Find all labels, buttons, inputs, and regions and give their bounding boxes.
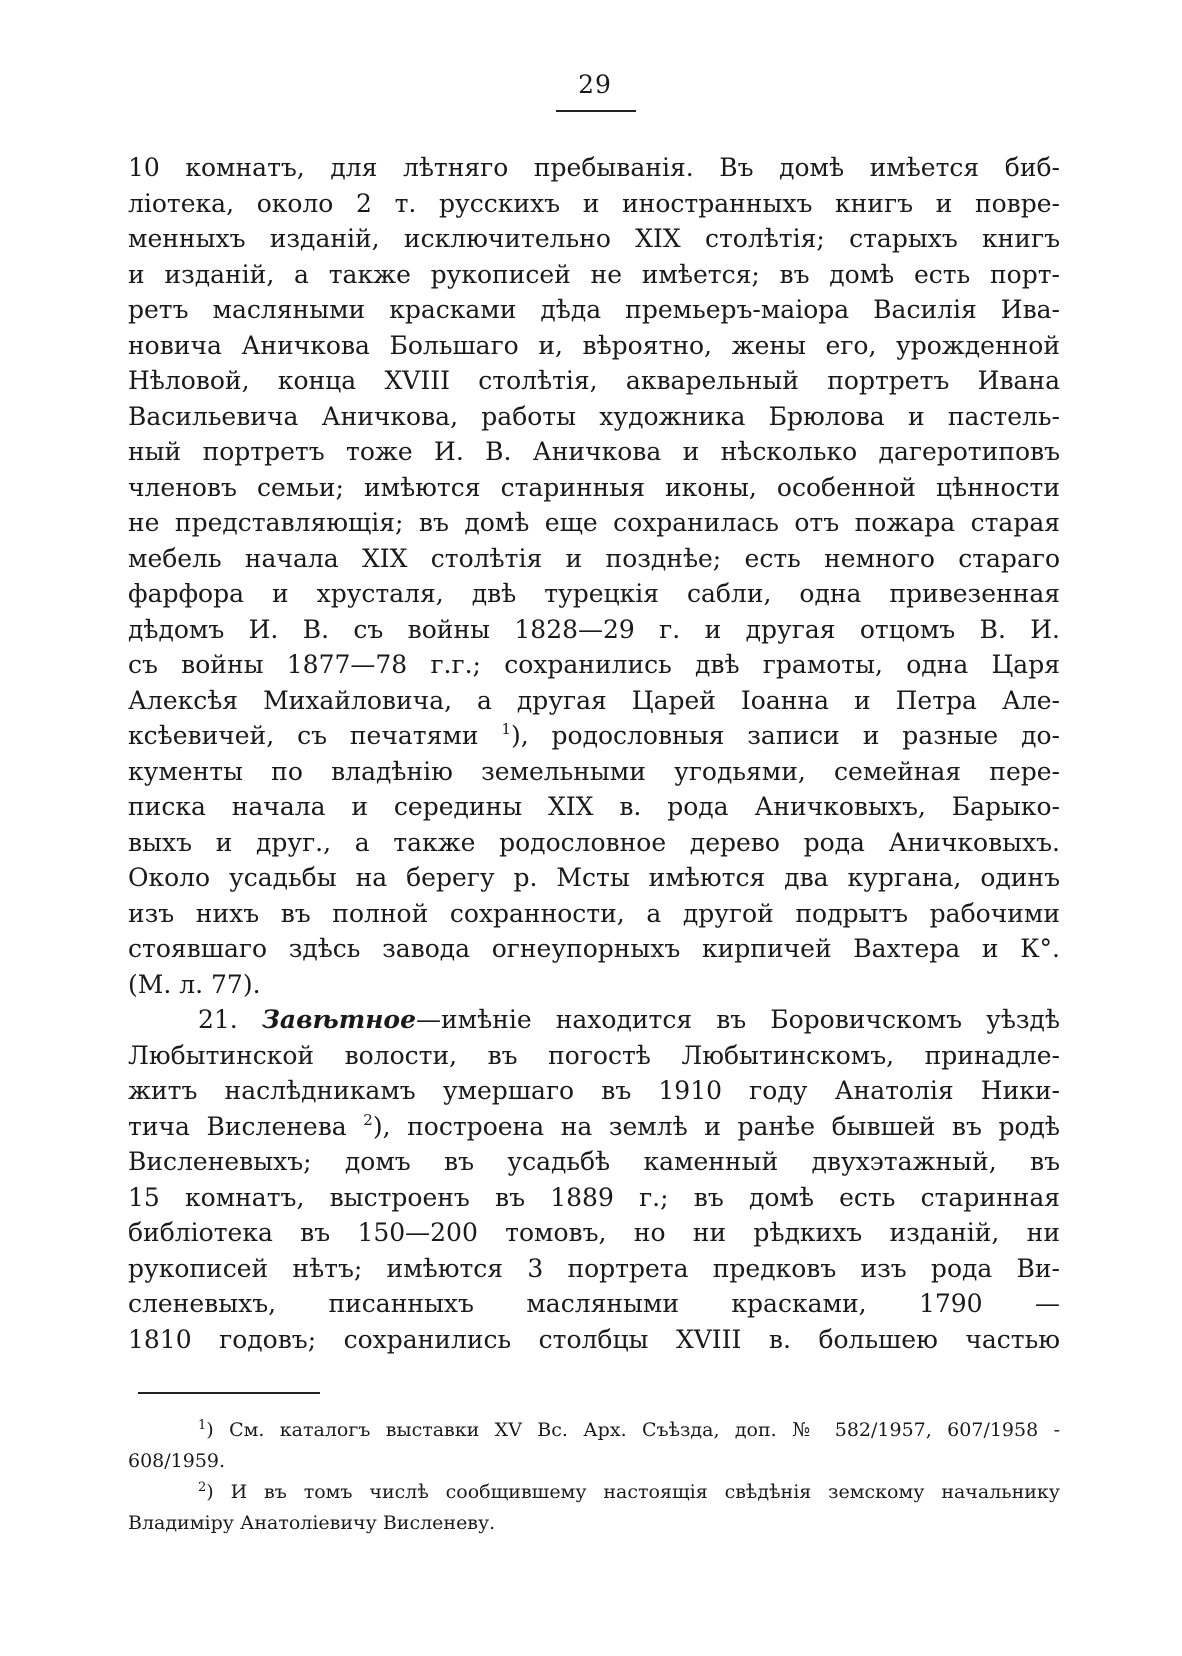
- text-line: Васильевича Аничкова, работы художника Брюлова и пастель-: [128, 401, 1060, 431]
- text-line: рукописей нѣтъ; имѣются 3 портрета предковъ изъ рода Ви-: [128, 1253, 1060, 1283]
- text-line-with-footnote-ref: [128, 1109, 1060, 1145]
- text-line: Висленевыхъ; домъ въ усадьбѣ каменный двухэтажный, въ: [128, 1147, 1060, 1176]
- text-line: 15 комнатъ, выстроенъ въ 1889 г.; въ домѣ есть старинная: [128, 1182, 1060, 1212]
- text-line-with-footnote-ref: [128, 718, 1060, 754]
- text-line: сленевыхъ, писанныхъ масляными красками, 1790 —: [128, 1289, 1060, 1318]
- text-line: и изданій, а также рукописей не имѣется; въ домѣ есть порт-: [128, 259, 1060, 289]
- text-line: стоявшаго здѣсь завода огнеупорныхъ кирпичей Вахтера и К°.: [128, 934, 1060, 963]
- text-line: съ войны 1877—78 г.г.; сохранились двѣ грамоты, одна Царя: [128, 650, 1060, 679]
- text-line: (М. л. 77).: [128, 969, 261, 999]
- text-segment: ), построена на землѣ и ранѣе бывшей въ родѣ: [372, 1111, 1060, 1141]
- text-segment: ), родословныя записи и разные до-: [510, 721, 1060, 750]
- text-line: житъ наслѣдникамъ умершаго въ 1910 году Анатолія Ники-: [128, 1076, 1060, 1105]
- footnote-2: [128, 1477, 1060, 1508]
- text-line: мебель начала XIX столѣтія и позднѣе; есть немного стараго: [128, 543, 1060, 573]
- text-line: новича Аничкова Большаго и, вѣроятно, жены его, урожденной: [128, 330, 1060, 360]
- footnote-reference[interactable]: 1: [501, 720, 511, 738]
- footnote-separator: [138, 1392, 320, 1394]
- text-line: менныхъ изданій, исключительно XIX столѣтія; старыхъ книгъ: [128, 224, 1060, 253]
- entry-heading-line: [128, 1002, 1060, 1038]
- text-line: членовъ семьи; имѣются старинныя иконы, особенной цѣнности: [128, 472, 1060, 502]
- text-line: Около усадьбы на берегу р. Мсты имѣются два кургана, одинъ: [128, 863, 1060, 892]
- text-line: Любытинской волости, въ погостѣ Любытинскомъ, принадле-: [128, 1040, 1060, 1070]
- footnote-reference[interactable]: 2: [363, 1110, 373, 1129]
- footnote-marker: 1: [198, 1418, 207, 1433]
- page-number: 29: [578, 70, 612, 99]
- entry-number: 21.: [198, 1005, 238, 1034]
- text-segment: —имѣніе находится въ Боровичскомъ уѣздѣ: [416, 1005, 1060, 1034]
- page-number-underline: [556, 110, 636, 112]
- body-text: [128, 150, 1060, 1357]
- text-line: фарфора и хрусталя, двѣ турецкія сабли, одна привезенная: [128, 579, 1060, 608]
- text-line: дѣдомъ И. В. съ войны 1828—29 г. и другая отцомъ В. И.: [128, 614, 1060, 644]
- text-line: изъ нихъ въ полной сохранности, а другой подрытъ рабочими: [128, 898, 1060, 928]
- footnote-1-continuation: 608/1959.: [128, 1450, 226, 1472]
- text-segment: тича Висленева: [128, 1111, 347, 1141]
- footnote-2-continuation: Владиміру Анатоліевичу Висленеву.: [128, 1512, 496, 1534]
- text-line: ліотека, около 2 т. русскихъ и иностранныхъ книгъ и повре-: [128, 188, 1060, 218]
- footnote-text: ) И въ томъ числѣ сообщившему настоящія свѣдѣнія земскому начальнику: [206, 1481, 1060, 1503]
- text-line: выхъ и друг., а также родословное дерево рода Аничковыхъ.: [128, 827, 1060, 857]
- footnote-1: [128, 1415, 1060, 1446]
- text-line: 1810 годовъ; сохранились столбцы XVIII в. большею частью: [128, 1324, 1060, 1354]
- text-line: кументы по владѣнію земельными угодьями, семейная пере-: [128, 756, 1060, 786]
- estate-name: Завѣтное: [261, 1005, 417, 1034]
- text-line: ный портретъ тоже И. В. Аничкова и нѣсколько дагеротиповъ: [128, 437, 1060, 466]
- text-line: писка начала и середины XIX в. рода Аничковыхъ, Барыко-: [128, 792, 1060, 821]
- text-segment: ксѣевичей, съ печатями: [128, 721, 479, 750]
- text-line: Нѣловой, конца XVIII столѣтія, акварельный портретъ Ивана: [128, 366, 1060, 395]
- text-line: библіотека въ 150—200 томовъ, но ни рѣдкихъ изданій, ни: [128, 1218, 1060, 1247]
- footnote-text: ) См. каталогъ выставки XV Вс. Арх. Съѣзда, доп. № 582/1957, 607/1958 -: [206, 1419, 1060, 1441]
- footnotes: [128, 1415, 1060, 1539]
- text-line: ретъ масляными красками дѣда премьеръ-маіора Василія Ива-: [128, 295, 1060, 324]
- text-line: 10 комнатъ, для лѣтняго пребыванія. Въ домѣ имѣется биб-: [128, 153, 1060, 182]
- text-line: Алексѣя Михайловича, а другая Царей Іоанна и Петра Але-: [128, 685, 1060, 715]
- footnote-marker: 2: [198, 1480, 207, 1495]
- text-line: не представляющія; въ домѣ еще сохранилась отъ пожара старая: [128, 508, 1060, 537]
